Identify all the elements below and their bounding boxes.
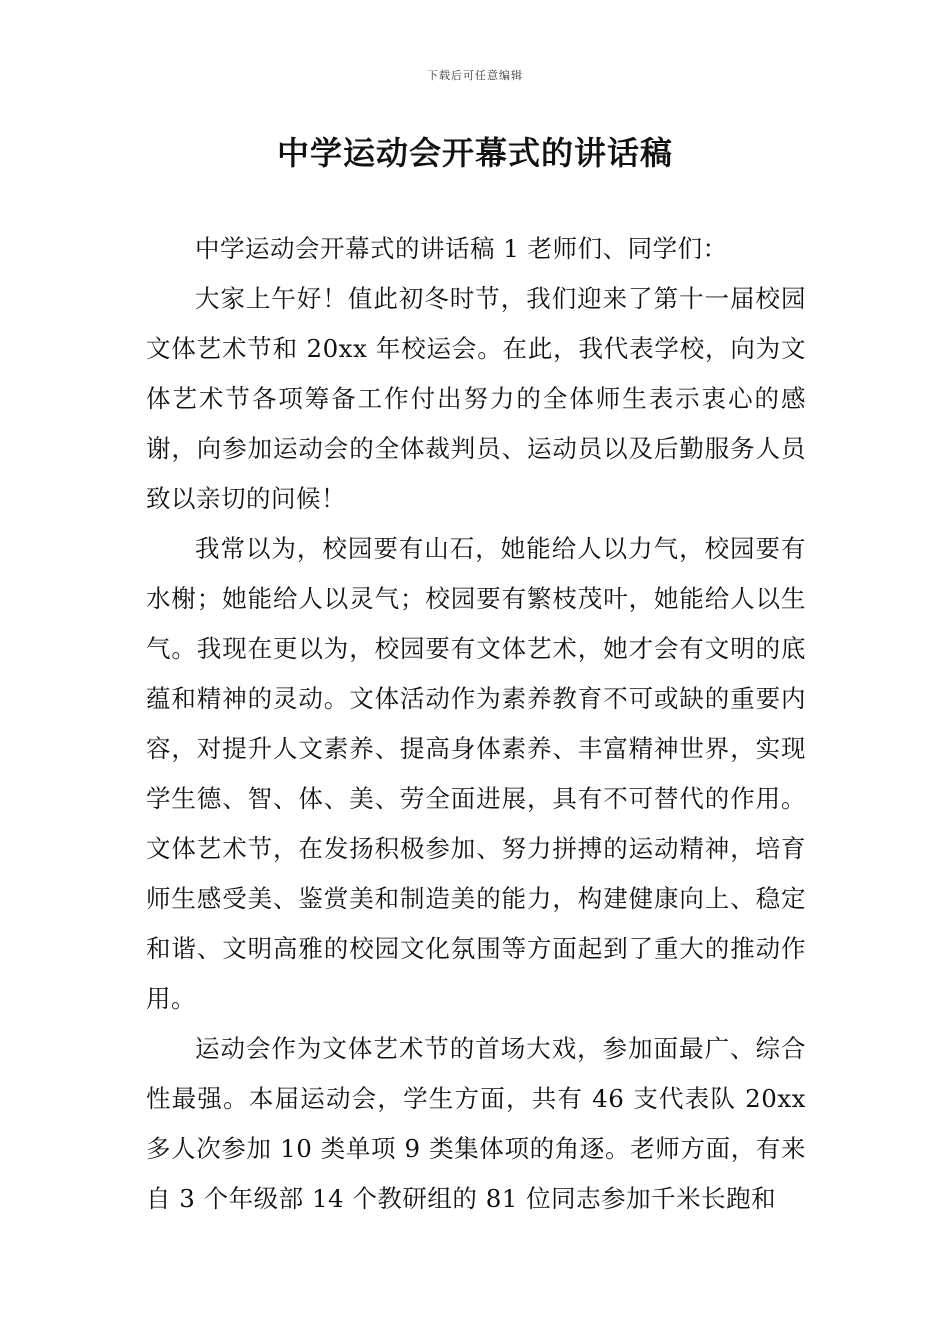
document-body: [146, 224, 806, 1224]
document-title: 中学运动会开幕式的讲话稿: [276, 134, 673, 172]
paragraph-greeting: 中学运动会开幕式的讲话稿 1 老师们、同学们：: [195, 234, 728, 263]
header-note: 下载后可任意编辑: [427, 69, 523, 82]
paragraph-campus-culture: 我常以为，校园要有山石，她能给人以力气，校园要有水榭；她能给人以灵气；校园要有繁枝茂叶，她能给人以生气。我现在更以为，校园要有文体艺术，她才会有文明的底蕴和精神的灵动。文体活动作为素养教育不可或缺的重要内容，对提升人文素养、提高身体素养、丰富精神世界，实现学生德、智、体、美、劳全面进展，具有不可替代的作用。文体艺术节，在发扬积极参加、努力拼搏的运动精神，培育师生感受美、鉴赏美和制造美的能力，构建健康向上、稳定和谐、文明高雅的校园文化氛围等方面起到了重大的推动作用。: [146, 534, 806, 1013]
paragraph-welcome: 大家上午好！值此初冬时节，我们迎来了第十一届校园文体艺术节和 20xx 年校运会。在此，我代表学校，向为文体艺术节各项筹备工作付出努力的全体师生表示衷心的感谢，向参加运动会的全体裁判员、运动员以及后勤服务人员致以亲切的问候！: [146, 284, 806, 513]
paragraph-sports-meet: 运动会作为文体艺术节的首场大戏，参加面最广、综合性最强。本届运动会，学生方面，共有 46 支代表队 20xx 多人次参加 10 类单项 9 类集体项的角逐。老师方面，有来自 3 个年级部 14 个教研组的 81 位同志参加千米长跑和: [146, 1034, 806, 1213]
